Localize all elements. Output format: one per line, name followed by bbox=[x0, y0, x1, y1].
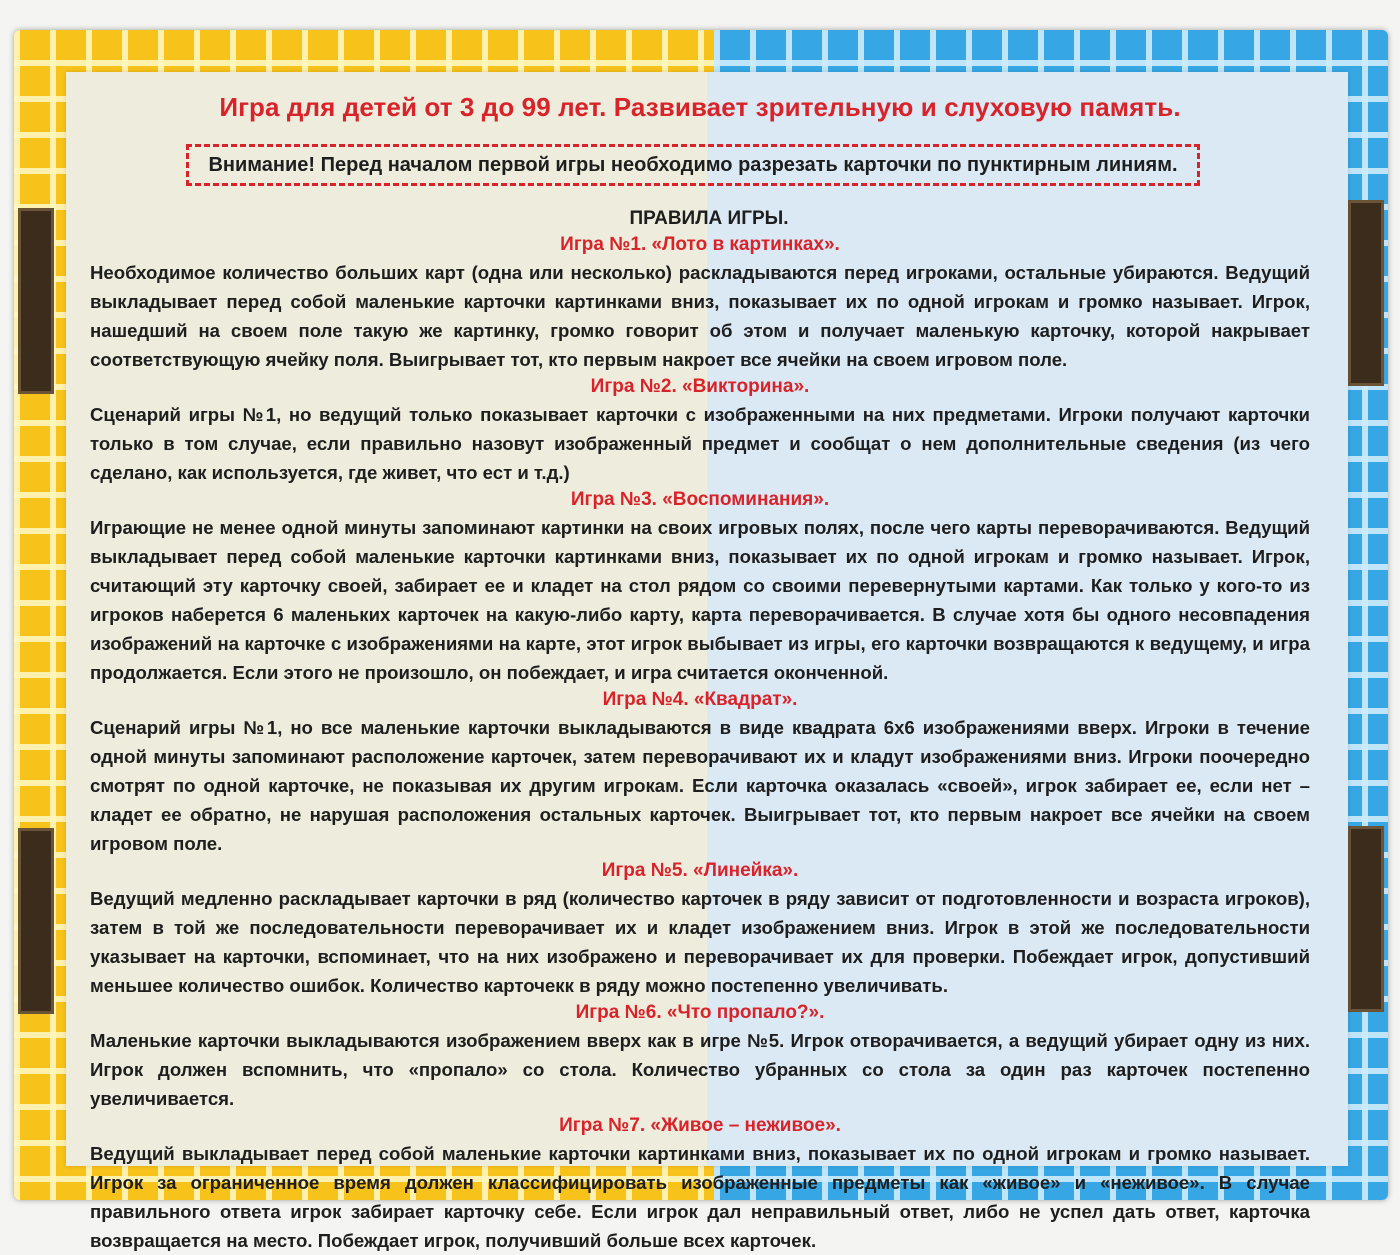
cut-notice: Внимание! Перед началом первой игры необходимо разрезать карточки по пунктирным линиям. bbox=[186, 144, 1200, 186]
box-slot bbox=[18, 208, 54, 394]
game-description: Играющие не менее одной минуты запоминают картинки на своих игровых полях, после чего карты переворачиваются. Ведущий выкладывает перед собой маленькие карточки картинками вниз, показывает их по одной игрокам и громко называет. Игрок, считающий эту карточку своей, забирает ее и кладет на стол рядом со своими перевернутыми картами. Как только у кого-то из игроков наберется 6 маленьких карточек на какую-либо карту, карта переворачивается. В случае хотя бы одного несовпадения изображений на карточке с изображениями на карте, этот игрок выбывает из игры, его карточки возвращаются к ведущему, и игра продолжается. Если этого не произошло, он побеждает, и игра считается оконченной. bbox=[90, 517, 1310, 683]
game-title: Игра №6. «Что пропало?». bbox=[575, 1002, 825, 1023]
box-slot bbox=[1348, 826, 1384, 1012]
game-title: Игра №5. «Линейка». bbox=[601, 860, 799, 881]
box-slot bbox=[1348, 200, 1384, 386]
box-slot bbox=[18, 828, 54, 1014]
game-description: Необходимое количество больших карт (одна или несколько) раскладываются перед игроками, остальные убираются. Ведущий выкладывает перед собой маленькие карточки картинками вниз, показывает их по одной игрокам и громко называет. Игрок, нашедший на своем поле такую же картинку, громко говорит об этом и получает маленькую карточку, которой накрывает соответствующую ячейку поля. Выигрывает тот, кто первым накроет все ячейки на своем игровом поле. bbox=[90, 262, 1310, 370]
game-description: Ведущий медленно раскладывает карточки в ряд (количество карточек в ряду зависит от подготовленности и возраста игроков), затем в той же последовательности переворачивает их и кладет изображением вниз. Игрок в этой же последовательности указывает на карточки, вспоминает, что на них изображено и переворачивает их для проверки. Побеждает игрок, допустивший меньшее количество ошибок. Количество карточекк в ряду можно постепенно увеличивать. bbox=[90, 888, 1310, 996]
age-headline: Игра для детей от 3 до 99 лет. Развивает зрительную и слуховую память. bbox=[219, 92, 1181, 122]
game-description: Маленькие карточки выкладываются изображением вверх как в игре №5. Игрок отворачивается, а ведущий убирает одну из них. Игрок должен вспомнить, что «пропало» со стола. Количество убранных со стола за один раз карточек постепенно увеличивается. bbox=[90, 1030, 1310, 1109]
rules-title: ПРАВИЛА ИГРЫ. bbox=[629, 208, 789, 229]
game-title: Игра №1. «Лото в картинках». bbox=[560, 234, 840, 255]
game-description: Сценарий игры №1, но все маленькие карточки выкладываются в виде квадрата 6х6 изображениями вверх. Игроки в течение одной минуты запоминают расположение карточек, затем переворачивают их и кладут изображениями вниз. Игроки поочередно смотрят по одной карточке, не показывая их другим игрокам. Если карточка оказалась «своей», игрок забирает ее, если нет – кладет ее обратно, не нарушая расположения остальных карточек. Выигрывает тот, кто первым накроет все ячейки на своем игровом поле. bbox=[90, 717, 1310, 854]
game-title: Игра №4. «Квадрат». bbox=[602, 689, 798, 710]
game-title: Игра №7. «Живое – неживое». bbox=[559, 1115, 841, 1136]
game-description: Сценарий игры №1, но ведущий только показывает карточки с изображенными на них предметами. Игроки получают карточки только в том случае, если правильно назовут изображенный предмет и сообщат о нем дополнительные сведения (из чего сделано, как используется, где живет, что ест и т.д.) bbox=[90, 404, 1310, 483]
game-title: Игра №2. «Викторина». bbox=[590, 376, 810, 397]
game-description: Ведущий выкладывает перед собой маленькие карточки картинками вниз, показывает их по одной игрокам и громко называет. Игрок за ограниченное время должен классифицировать изображенные предметы как «живое» и «неживое». В случае правильного ответа игрок забирает карточку себе. Если игрок дал неправильный ответ, либо не успел дать ответ, карточка возвращается на место. Побеждает игрок, получивший больше всех карточек. bbox=[90, 1143, 1310, 1251]
game-title: Игра №3. «Воспоминания». bbox=[570, 489, 830, 510]
rules-section bbox=[90, 206, 1310, 1255]
